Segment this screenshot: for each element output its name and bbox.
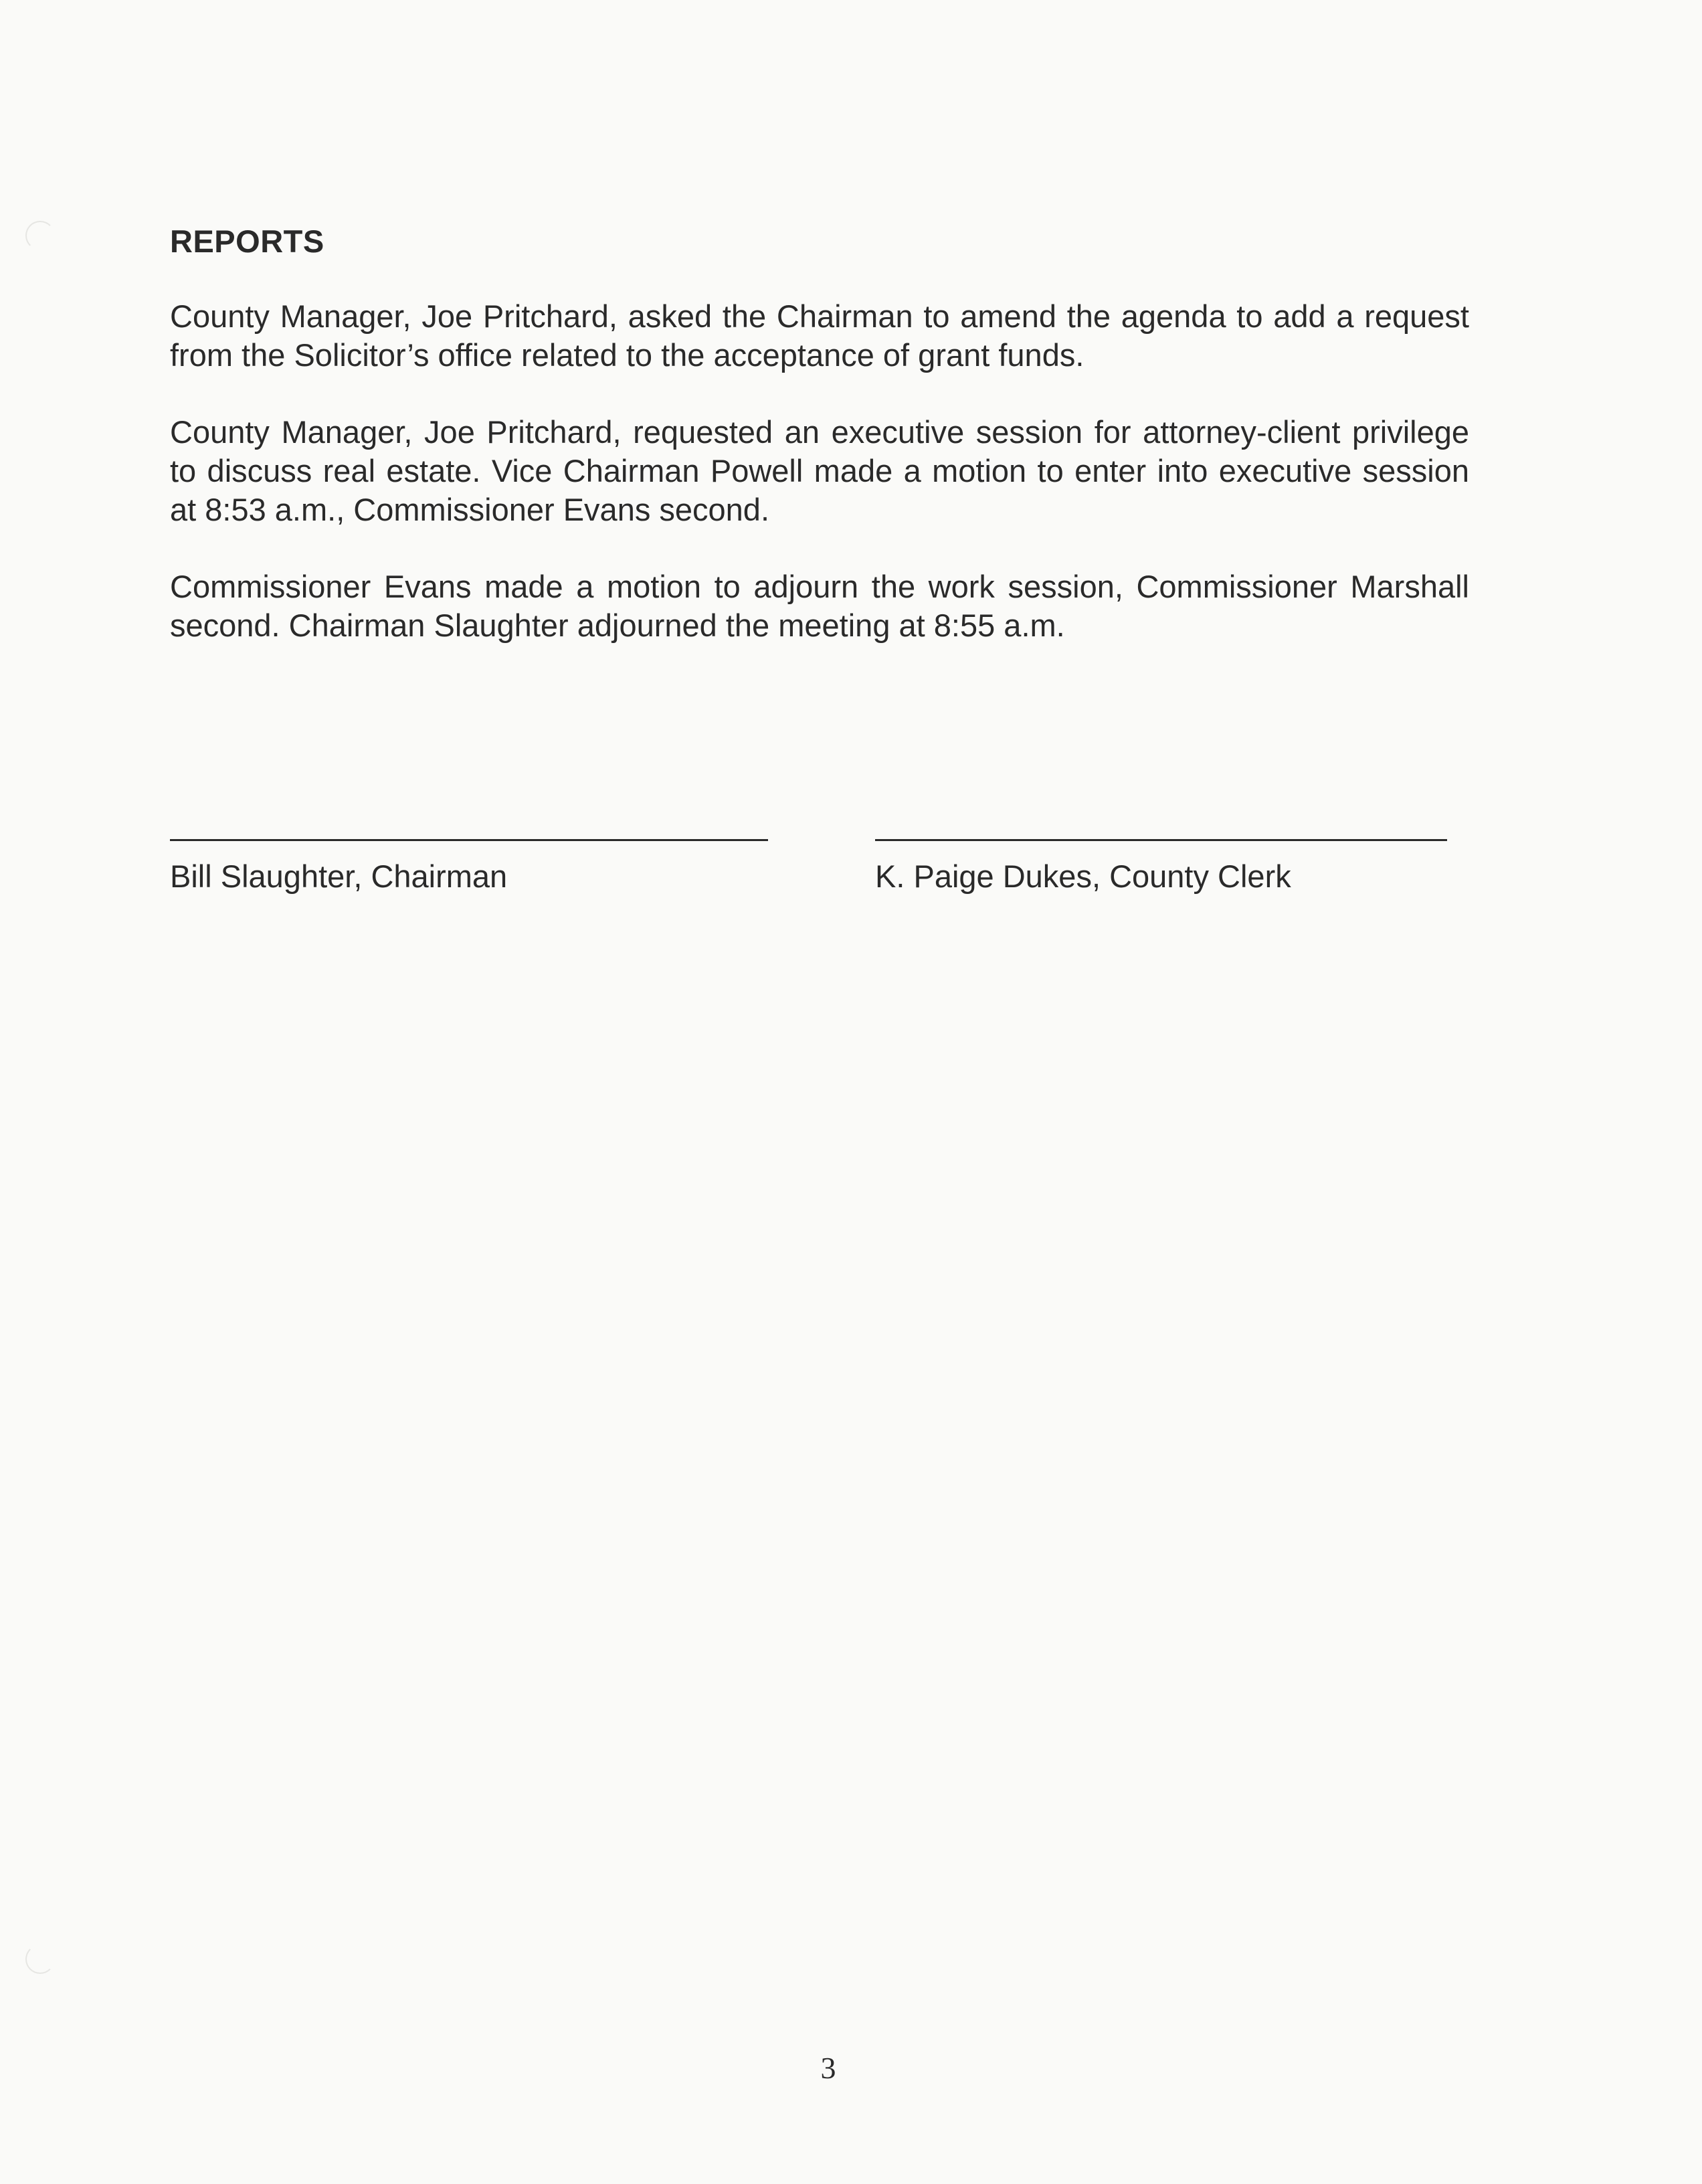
- paragraph-agenda-amendment: County Manager, Joe Pritchard, asked the Chairman to amend the agenda to add a request from the Solicitor’s office related to the acceptance of grant funds.: [170, 298, 1469, 373]
- signature-line: [170, 839, 768, 841]
- document-body: [170, 218, 1469, 683]
- signature-line: [875, 839, 1447, 841]
- scan-artifact-top: [25, 221, 55, 250]
- section-heading: REPORTS: [170, 223, 324, 259]
- page-number: 3: [820, 2051, 836, 2085]
- scan-artifact-bottom: [25, 1944, 55, 1974]
- signature-name: Bill Slaughter, Chairman: [170, 858, 508, 894]
- paragraph-executive-session: County Manager, Joe Pritchard, requested an executive session for attorney-client privilege to discuss real estate. Vice Chairman Powell made a motion to enter into executive session at 8:53 a.m., Commissioner Evans second.: [170, 414, 1469, 527]
- paragraph-adjournment: Commissioner Evans made a motion to adjourn the work session, Commissioner Marshall second. Chairman Slaughter adjourned the meeting at 8:55 a.m.: [170, 569, 1469, 643]
- signature-clerk: [875, 839, 1447, 896]
- signature-block: [170, 839, 1469, 933]
- signature-chairman: [170, 839, 768, 896]
- signature-name: K. Paige Dukes, County Clerk: [875, 858, 1291, 894]
